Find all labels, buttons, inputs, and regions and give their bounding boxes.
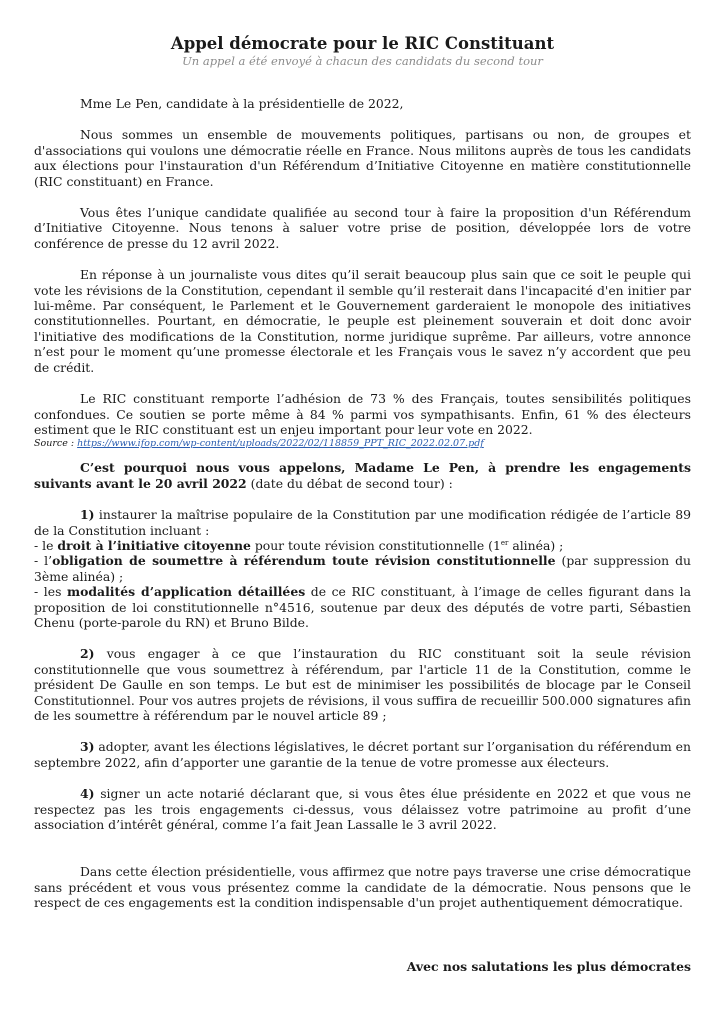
item-b-prefix: - l’: [34, 553, 53, 569]
engagement-1-number: 1): [80, 507, 95, 523]
engagement-1-item-c: [34, 584, 691, 630]
item-a-prefix: - le: [34, 537, 58, 553]
document-subtitle: Un appel a été envoyé à chacun des candidats du second tour: [182, 54, 543, 68]
engagement-1-item-a: [34, 538, 691, 553]
engagement-1-item-b: [34, 553, 691, 584]
item-a-bold: droit à l’initiative citoyenne: [57, 537, 251, 553]
salutation: Mme Le Pen, candidate à la présidentielle de 2022,: [80, 96, 404, 111]
engagement-3: [34, 739, 691, 770]
engagement-3-text: adopter, avant les élections législatives, le décret portant sur l’organisation du référendum en septembre 2022, afin d’apporter une garantie de la tenue de votre promesse aux électeurs.: [34, 739, 691, 770]
paragraph-response: En réponse à un journaliste vous dites qu’il serait beaucoup plus sain que ce soit le peuple qui vote les révisions de la Constitution, cependant il semble qu’il resterait dans l'incapacité d'en initier par lui-même. Par conséquent, le Parlement et le Gouvernement garderaient le monopole des initiatives constitutionnelles. Pourtant, en démocratie, le peuple est pleinement souverain et doit donc avoir l'initiative des modifications de la Constitution, norme juridique suprême. Par ailleurs, votre annonce n’est pour le moment qu’une promesse électorale et les Français vous le savez n’y accordent que peu de crédit.: [34, 267, 691, 375]
engagement-3-number: 3): [80, 739, 95, 755]
closing-line: Avec nos salutations les plus démocrates: [406, 958, 691, 974]
engagement-4: [34, 786, 691, 832]
paragraph-candidate: Vous êtes l’unique candidate qualifiée au second tour à faire la proposition d'un Référendum d’Initiative Citoyenne. Nous tenons à saluer votre prise de position, développée lors de votre conférence de presse du 12 avril 2022.: [34, 205, 691, 251]
paragraph-call: [34, 460, 691, 491]
engagement-2: [34, 646, 691, 723]
item-a-text: pour toute révision constitutionnelle (1: [250, 537, 501, 553]
engagement-1: [34, 507, 691, 538]
paragraph-intro: Nous sommes un ensemble de mouvements politiques, partisans ou non, de groupes et d'associations qui voulons une démocratie réelle en France. Nous militons auprès de tous les candidats aux élections pour l'instauration d'un Référendum d’Initiative Citoyenne en matière constitutionnelle (RIC constituant) en France.: [34, 127, 691, 189]
item-b-bold: obligation de soumettre à référendum toute révision constitutionnelle: [52, 553, 556, 569]
paragraph-stats: Le RIC constituant remporte l’adhésion de 73 % des Français, toutes sensibilités politiques confondues. Ce soutien se porte même à 84 % parmi vos sympathisants. Enfin, 61 % des électeurs estiment que le RIC constituant est un enjeu important pour leur vote en 2022.: [34, 391, 691, 437]
document-title: Appel démocrate pour le RIC Constituant: [170, 34, 555, 53]
engagement-4-number: 4): [80, 786, 95, 802]
item-a-superscript: er: [500, 538, 509, 547]
engagement-2-text: vous engager à ce que l’instauration du RIC constituant soit la seule révision constitutionnelle que vous soumettrez à référendum, par l'article 11 de la Constitution, comme le président De Gaulle en son temps. Le but est de minimiser les possibilités de blocage par le Conseil Constitutionnel. Pour vos autres projets de révisions, il vous suffira de recueillir 500.000 signatures afin de les soumettre à référendum par le nouvel article 89 ;: [34, 646, 691, 723]
source-label: Source :: [34, 438, 78, 450]
source-link[interactable]: https://www.ifop.com/wp-content/uploads/2022/02/118859_PPT_RIC_2022.02.07.pdf: [77, 438, 484, 450]
engagement-4-text: signer un acte notarié déclarant que, si vous êtes élue présidente en 2022 et que vous ne respectez pas les trois engagements ci-dessus, vous délaissez votre patrimoine au profit d’une association d’intérêt général, comme l’a fait Jean Lassalle le 3 avril 2022.: [34, 786, 691, 833]
item-c-text: de ce RIC constituant, à l’image de celles figurant dans la proposition de loi constitutionnelle n°4516, soutenue par deux des députés de votre parti, Sébastien Chenu (porte-parole du RN) et Bruno Bilde.: [34, 584, 691, 630]
call-bold: C’est pourquoi nous vous appelons, Madame Le Pen, à prendre les engagements suivants avant le 20 avril 2022: [34, 460, 691, 491]
engagement-2-number: 2): [80, 646, 95, 662]
letter-body: [34, 96, 691, 974]
item-b-text: (par suppression du 3ème alinéa) ;: [34, 553, 692, 584]
source-line: [34, 438, 691, 450]
paragraph-final: Dans cette élection présidentielle, vous affirmez que notre pays traverse une crise démocratique sans précédent et vous vous présentez comme la candidate de la démocratie. Nous pensons que le respect de ces engagements est la condition indispensable d'un projet authentiquement démocratique.: [34, 864, 691, 911]
item-c-prefix: - les: [34, 584, 68, 600]
engagement-1-text: instaurer la maîtrise populaire de la Constitution par une modification rédigée de l’article 89 de la Constitution incluant :: [34, 507, 691, 538]
call-rest: (date du débat de second tour) :: [246, 475, 453, 491]
item-a-end: alinéa) ;: [508, 537, 564, 553]
item-c-bold: modalités d’application détaillées: [67, 584, 306, 600]
